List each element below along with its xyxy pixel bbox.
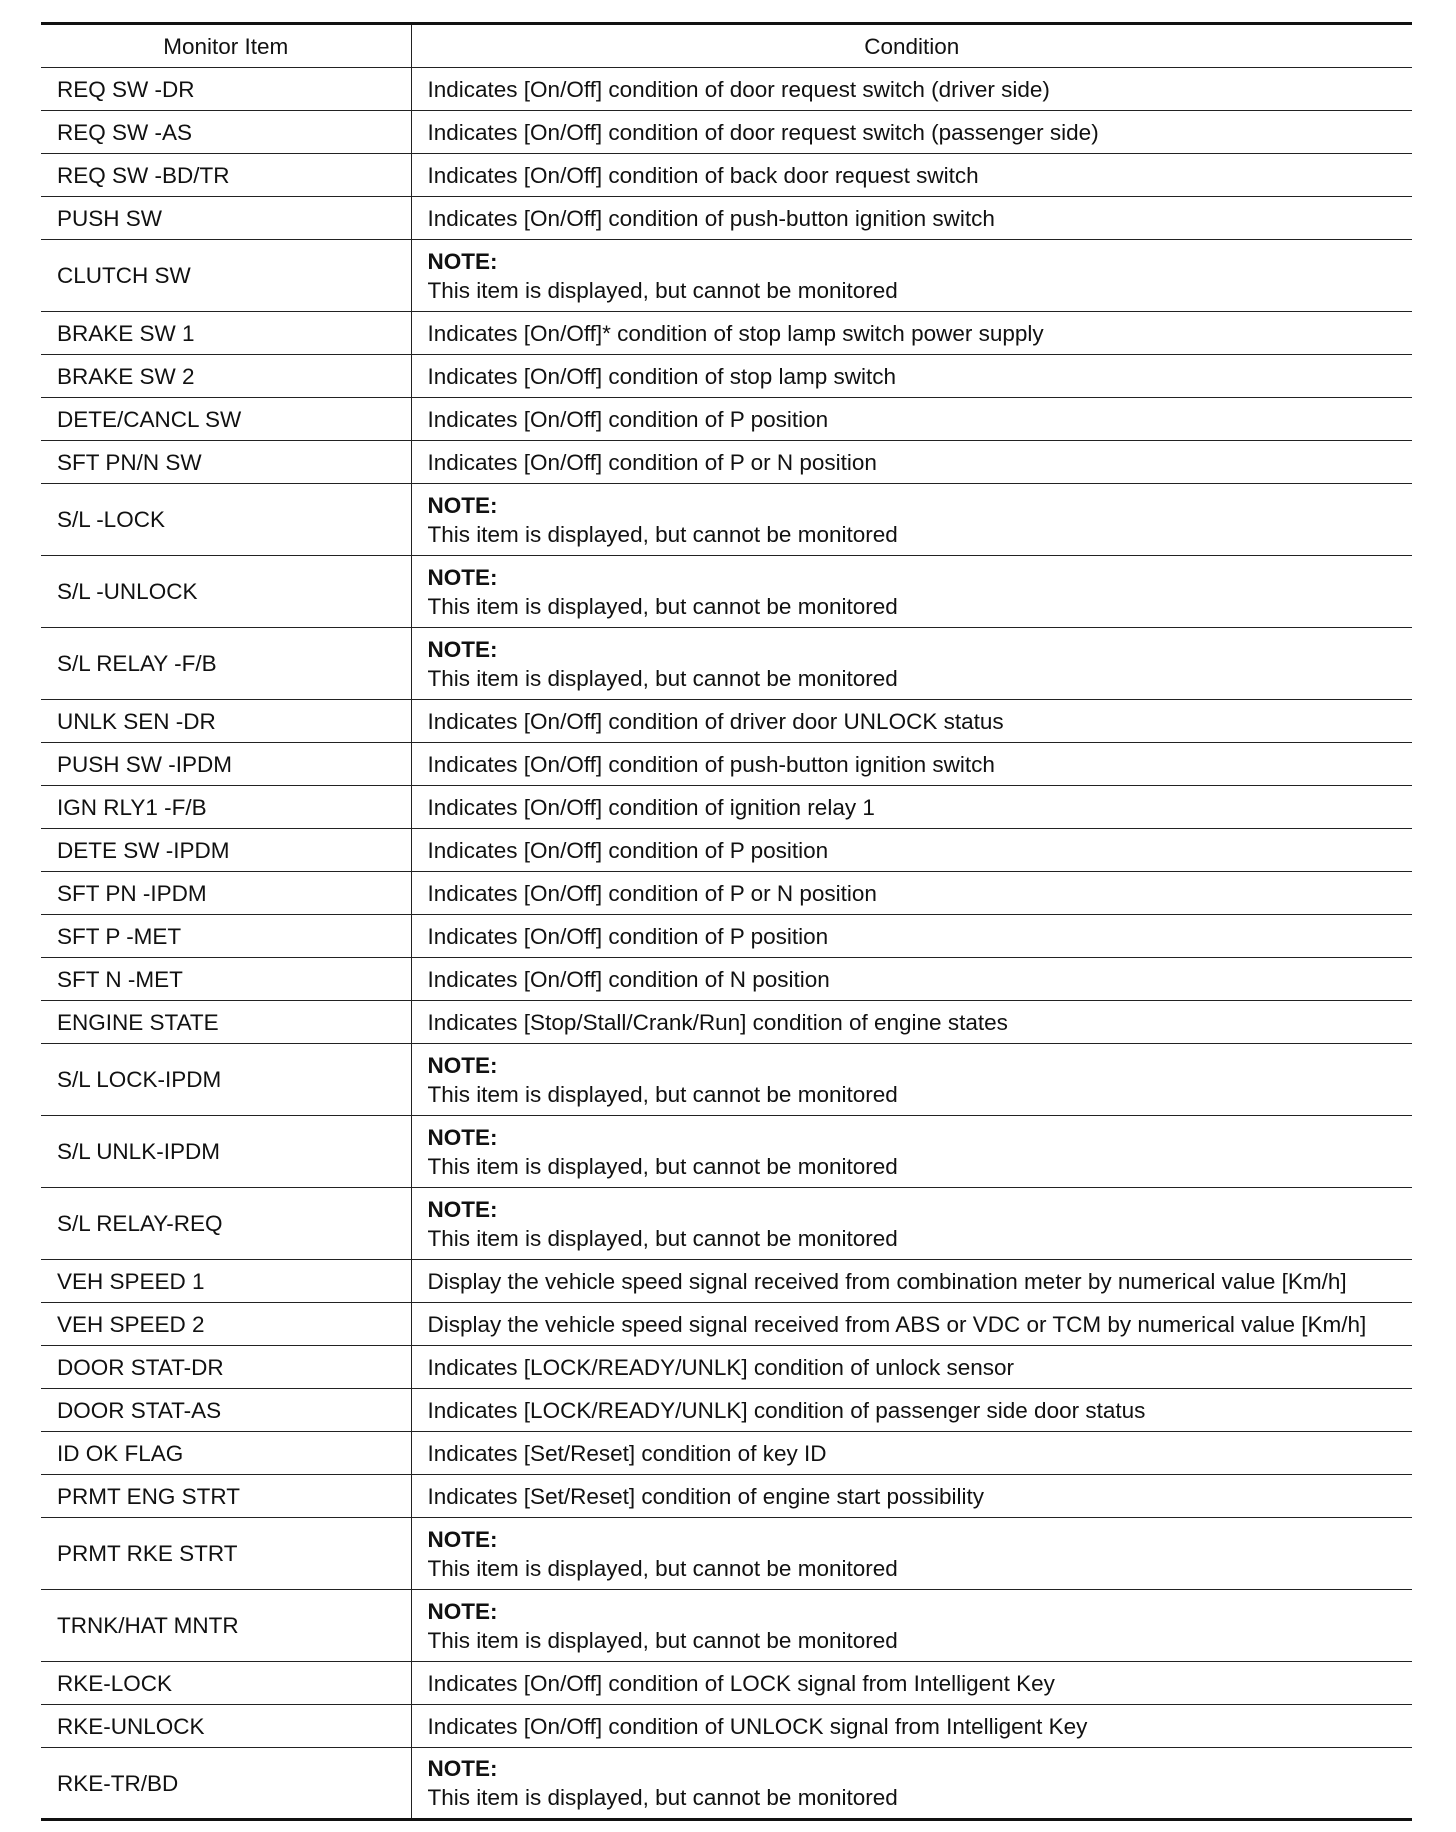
note-label: NOTE: — [427, 1124, 498, 1150]
note-label: NOTE: — [427, 1598, 498, 1624]
note-text: This item is displayed, but cannot be monitored — [427, 1555, 898, 1581]
condition-cell — [411, 1432, 1412, 1475]
table-row — [41, 1475, 1412, 1518]
table-row — [41, 915, 1412, 958]
condition-cell — [411, 1662, 1412, 1705]
condition-cell — [411, 154, 1412, 197]
monitor-item-cell: RKE-TR/BD — [41, 1748, 411, 1820]
monitor-item-cell: REQ SW -BD/TR — [41, 154, 411, 197]
condition-cell — [411, 1044, 1412, 1116]
table-row — [41, 1705, 1412, 1748]
note-text: This item is displayed, but cannot be monitored — [427, 1153, 898, 1179]
condition-cell — [411, 1001, 1412, 1044]
table-row — [41, 786, 1412, 829]
note-text: This item is displayed, but cannot be monitored — [427, 1225, 898, 1251]
table-row — [41, 68, 1412, 111]
condition-cell — [411, 829, 1412, 872]
note-label: NOTE: — [427, 1196, 498, 1222]
table-row — [41, 1116, 1412, 1188]
monitor-item-cell: BRAKE SW 1 — [41, 312, 411, 355]
condition-cell — [411, 68, 1412, 111]
note-label: NOTE: — [427, 248, 498, 274]
condition-cell — [411, 700, 1412, 743]
monitor-item-cell: S/L -UNLOCK — [41, 556, 411, 628]
table-row — [41, 700, 1412, 743]
table-row — [41, 355, 1412, 398]
table-row — [41, 1748, 1412, 1820]
monitor-item-cell: PUSH SW — [41, 197, 411, 240]
condition-cell — [411, 1260, 1412, 1303]
monitor-item-cell: UNLK SEN -DR — [41, 700, 411, 743]
condition-text: Indicates [On/Off] condition of ignition relay 1 — [427, 794, 875, 820]
condition-text: Indicates [On/Off] condition of driver door UNLOCK status — [427, 708, 1004, 734]
condition-text: Indicates [Stop/Stall/Crank/Run] condition of engine states — [427, 1009, 1008, 1035]
table-row — [41, 1188, 1412, 1260]
note-text: This item is displayed, but cannot be monitored — [427, 1081, 898, 1107]
condition-text: Indicates [On/Off] condition of UNLOCK signal from Intelligent Key — [427, 1713, 1088, 1739]
note-text: This item is displayed, but cannot be monitored — [427, 1785, 898, 1810]
monitor-item-cell: SFT P -MET — [41, 915, 411, 958]
monitor-item-cell: IGN RLY1 -F/B — [41, 786, 411, 829]
condition-cell — [411, 441, 1412, 484]
table-row — [41, 743, 1412, 786]
table-row — [41, 1346, 1412, 1389]
table-row — [41, 628, 1412, 700]
monitor-item-cell: RKE-LOCK — [41, 1662, 411, 1705]
condition-text: Indicates [On/Off] condition of back door request switch — [427, 162, 979, 188]
condition-cell — [411, 915, 1412, 958]
condition-cell — [411, 1346, 1412, 1389]
condition-text: Indicates [On/Off] condition of stop lamp switch — [427, 363, 897, 389]
monitor-item-cell: S/L UNLK-IPDM — [41, 1116, 411, 1188]
condition-text: Indicates [Set/Reset] condition of key ID — [427, 1440, 827, 1466]
condition-cell — [411, 628, 1412, 700]
monitor-item-cell: S/L RELAY -F/B — [41, 628, 411, 700]
table-row — [41, 1432, 1412, 1475]
condition-cell — [411, 743, 1412, 786]
monitor-item-cell: SFT PN/N SW — [41, 441, 411, 484]
table-row — [41, 1001, 1412, 1044]
condition-cell — [411, 958, 1412, 1001]
monitor-item-cell: ENGINE STATE — [41, 1001, 411, 1044]
table-row — [41, 484, 1412, 556]
condition-text: Display the vehicle speed signal received from ABS or VDC or TCM by numerical value [Km/h] — [427, 1311, 1367, 1337]
monitor-item-cell: DOOR STAT-DR — [41, 1346, 411, 1389]
monitor-item-cell: VEH SPEED 2 — [41, 1303, 411, 1346]
table-row — [41, 240, 1412, 312]
condition-cell — [411, 872, 1412, 915]
monitor-item-cell: DETE SW -IPDM — [41, 829, 411, 872]
condition-cell — [411, 240, 1412, 312]
table-row — [41, 1518, 1412, 1590]
condition-text: Indicates [On/Off] condition of door request switch (passenger side) — [427, 119, 1099, 145]
condition-text: Indicates [On/Off] condition of P position — [427, 406, 829, 432]
table-row — [41, 829, 1412, 872]
condition-cell — [411, 556, 1412, 628]
table-row — [41, 1662, 1412, 1705]
condition-text: Indicates [On/Off] condition of push-button ignition switch — [427, 751, 995, 777]
header-condition: Condition — [411, 24, 1412, 68]
note-text: This item is displayed, but cannot be monitored — [427, 665, 898, 691]
table-row — [41, 1044, 1412, 1116]
note-label: NOTE: — [427, 492, 498, 518]
table-body — [41, 68, 1412, 1820]
table-row — [41, 1590, 1412, 1662]
condition-text: Indicates [On/Off] condition of P or N position — [427, 449, 877, 475]
monitor-item-cell: PRMT RKE STRT — [41, 1518, 411, 1590]
monitor-item-cell: DOOR STAT-AS — [41, 1389, 411, 1432]
table-row — [41, 398, 1412, 441]
note-text: This item is displayed, but cannot be monitored — [427, 1627, 898, 1653]
monitor-item-cell: PRMT ENG STRT — [41, 1475, 411, 1518]
condition-text: Indicates [On/Off] condition of P or N position — [427, 880, 877, 906]
monitor-item-cell: ID OK FLAG — [41, 1432, 411, 1475]
note-label: NOTE: — [427, 1756, 498, 1781]
condition-cell — [411, 1188, 1412, 1260]
monitor-item-table — [41, 22, 1412, 1821]
monitor-item-cell: DETE/CANCL SW — [41, 398, 411, 441]
condition-cell — [411, 1475, 1412, 1518]
monitor-item-cell: CLUTCH SW — [41, 240, 411, 312]
condition-cell — [411, 1518, 1412, 1590]
table-row — [41, 1260, 1412, 1303]
note-label: NOTE: — [427, 1052, 498, 1078]
monitor-item-cell: SFT N -MET — [41, 958, 411, 1001]
note-label: NOTE: — [427, 1526, 498, 1552]
condition-text: Indicates [LOCK/READY/UNLK] condition of unlock sensor — [427, 1354, 1015, 1380]
note-text: This item is displayed, but cannot be monitored — [427, 277, 898, 303]
condition-text: Indicates [On/Off]* condition of stop lamp switch power supply — [427, 320, 1044, 346]
condition-text: Indicates [LOCK/READY/UNLK] condition of passenger side door status — [427, 1397, 1146, 1423]
condition-text: Indicates [On/Off] condition of N position — [427, 966, 830, 992]
monitor-item-cell: S/L LOCK-IPDM — [41, 1044, 411, 1116]
condition-text: Indicates [On/Off] condition of LOCK signal from Intelligent Key — [427, 1670, 1055, 1696]
table-row — [41, 958, 1412, 1001]
condition-cell — [411, 398, 1412, 441]
monitor-item-cell: S/L -LOCK — [41, 484, 411, 556]
condition-cell — [411, 1748, 1412, 1820]
table-header-row — [41, 24, 1412, 68]
condition-cell — [411, 197, 1412, 240]
table-row — [41, 556, 1412, 628]
condition-cell — [411, 786, 1412, 829]
note-text: This item is displayed, but cannot be monitored — [427, 593, 898, 619]
condition-text: Indicates [On/Off] condition of P position — [427, 837, 829, 863]
monitor-item-cell: BRAKE SW 2 — [41, 355, 411, 398]
table-row — [41, 872, 1412, 915]
table-row — [41, 312, 1412, 355]
monitor-item-cell: RKE-UNLOCK — [41, 1705, 411, 1748]
condition-text: Indicates [On/Off] condition of door request switch (driver side) — [427, 76, 1050, 102]
table-row — [41, 154, 1412, 197]
monitor-item-cell: TRNK/HAT MNTR — [41, 1590, 411, 1662]
condition-cell — [411, 111, 1412, 154]
monitor-item-cell: VEH SPEED 1 — [41, 1260, 411, 1303]
condition-text: Display the vehicle speed signal received from combination meter by numerical value [Km/h] — [427, 1268, 1347, 1294]
condition-text: Indicates [Set/Reset] condition of engine start possibility — [427, 1483, 985, 1509]
monitor-item-cell: REQ SW -DR — [41, 68, 411, 111]
table-row — [41, 197, 1412, 240]
condition-text: Indicates [On/Off] condition of push-button ignition switch — [427, 205, 995, 231]
note-label: NOTE: — [427, 564, 498, 590]
table-row — [41, 441, 1412, 484]
monitor-item-cell: SFT PN -IPDM — [41, 872, 411, 915]
note-label: NOTE: — [427, 636, 498, 662]
condition-cell — [411, 355, 1412, 398]
condition-cell — [411, 1590, 1412, 1662]
table-row — [41, 1303, 1412, 1346]
condition-cell — [411, 1389, 1412, 1432]
condition-cell — [411, 1116, 1412, 1188]
condition-text: Indicates [On/Off] condition of P position — [427, 923, 829, 949]
note-text: This item is displayed, but cannot be monitored — [427, 521, 898, 547]
monitor-item-cell: PUSH SW -IPDM — [41, 743, 411, 786]
monitor-item-cell: REQ SW -AS — [41, 111, 411, 154]
condition-cell — [411, 312, 1412, 355]
header-monitor-item: Monitor Item — [41, 24, 411, 68]
monitor-item-cell: S/L RELAY-REQ — [41, 1188, 411, 1260]
condition-cell — [411, 1705, 1412, 1748]
table-row — [41, 1389, 1412, 1432]
condition-cell — [411, 1303, 1412, 1346]
table-row — [41, 111, 1412, 154]
condition-cell — [411, 484, 1412, 556]
